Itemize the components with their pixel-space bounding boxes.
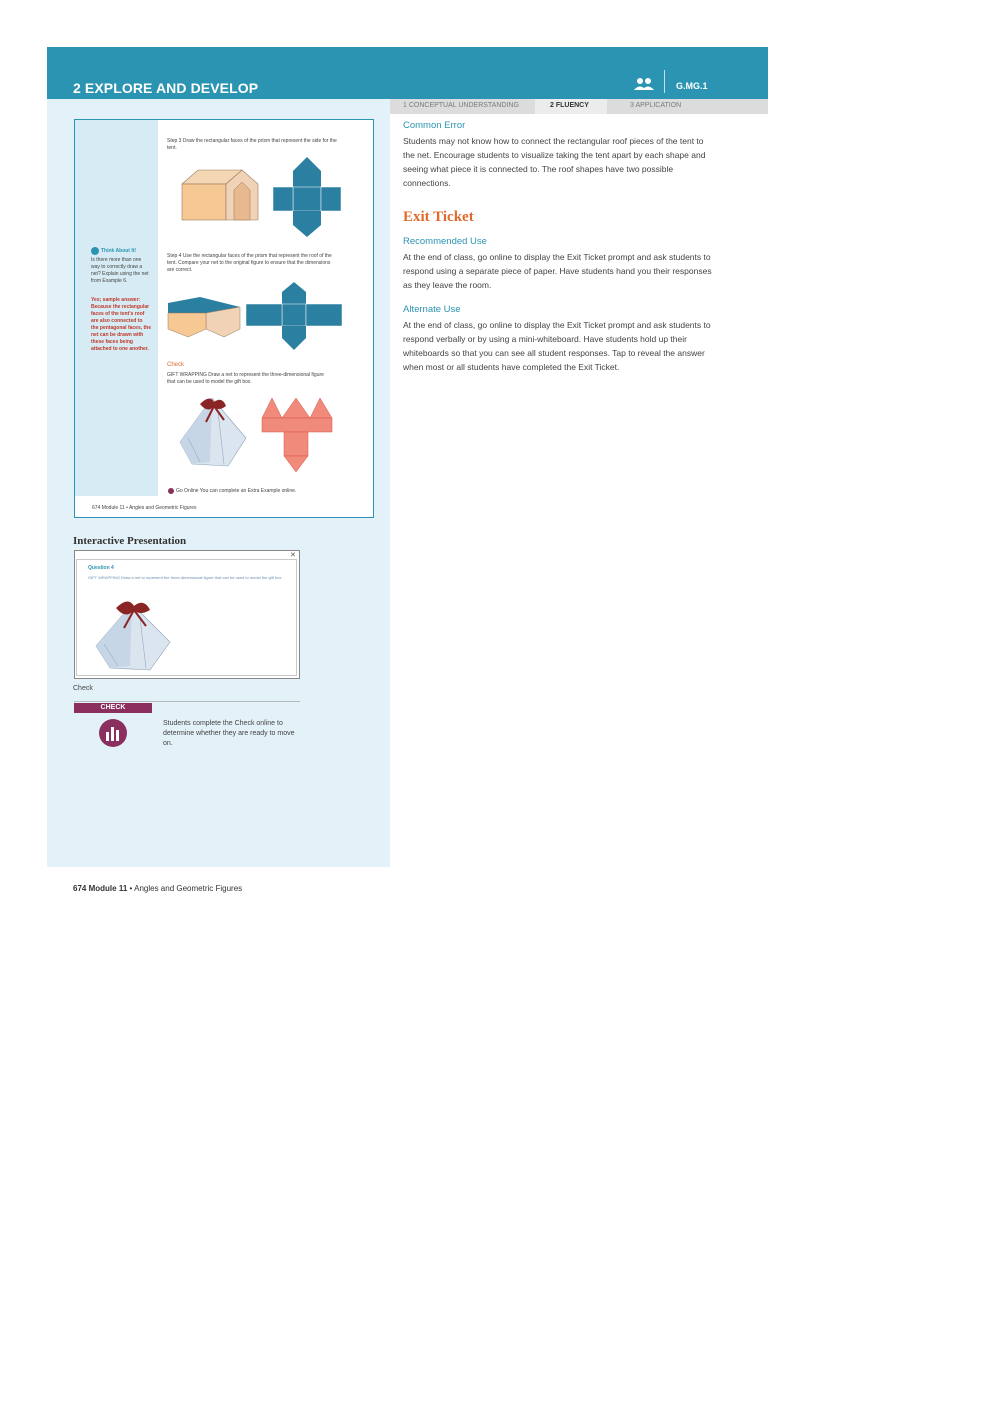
go-online-text: Go Online You can complete an Extra Example online. [176, 488, 297, 494]
question-label: Question 4 [88, 565, 114, 571]
common-error-heading: Common Error [403, 120, 466, 131]
go-online-icon [168, 488, 174, 494]
think-answer: Yes; sample answer: Because the rectangular faces of the tent's roof are also connected to the pentagonal faces, the net can be drawn with these faces being attached to one another. [91, 297, 152, 352]
footer-module: Module 11 [88, 884, 128, 893]
tent-prism-figure [178, 160, 260, 230]
think-title: Think About It! [101, 248, 137, 254]
question-prompt: GIFT WRAPPING Draw a net to represent the three-dimensional figure that can be used to model the gift box. [88, 575, 283, 580]
recommended-use-body: At the end of class, go online to display the Exit Ticket prompt and ask students to respond using a separate piece of paper. Have students hand you their responses as they leave the room. [403, 252, 712, 290]
step-3-net [272, 155, 342, 239]
check-description: Students complete the Check online to determine whether they are ready to move on. [163, 720, 295, 747]
slide-caption: Check [73, 685, 93, 692]
gift-box-net [258, 396, 338, 476]
exit-ticket-title: Exit Ticket [403, 209, 474, 225]
group-icon [634, 76, 654, 92]
gift-box-slide-image [88, 594, 178, 674]
tent-roof-figure [166, 293, 244, 341]
recommended-use-heading: Recommended Use [403, 236, 487, 247]
common-error-body: Students may not know how to connect the rectangular roof pieces of the tent to the net. Encourage students to visualize taking the tent apart by each shape and seeing what piece it is connected to. The roof shapes have two possible connections. [403, 136, 706, 188]
alternate-use-heading: Alternate Use [403, 304, 461, 315]
step-4-net [244, 280, 344, 352]
alternate-use-body: At the end of class, go online to display the Exit Ticket prompt and ask students to respond verbally or by using a mini-whiteboard. Have students hold up their whiteboards so that you can see all student responses. Tap to reveal the answer when most or all students have completed the Exit Ticket. [403, 320, 711, 372]
think-body: Is there more than one way to correctly draw a net? Explain using the net from Example 6. [91, 257, 149, 284]
think-icon [91, 247, 99, 255]
section-title: 2 EXPLORE AND DEVELOP [73, 80, 259, 96]
level-application: 3 APPLICATION [630, 102, 682, 109]
interactive-presentation-title: Interactive Presentation [73, 535, 187, 547]
footer-page-number: 674 [73, 884, 87, 893]
footer-topic: Angles and Geometric Figures [134, 884, 243, 893]
bar-chart-icon [99, 719, 127, 747]
page-footer [73, 884, 242, 893]
level-fluency: 2 FLUENCY [550, 102, 589, 109]
standard-code: G.MG.1 [676, 81, 708, 91]
header-divider [664, 70, 665, 93]
check-rule [74, 701, 300, 702]
check-label: Check [167, 362, 185, 368]
thumbnail-footer: 674 Module 11 • Angles and Geometric Figures [92, 505, 197, 511]
footer-separator: • [129, 884, 133, 893]
gift-box-figure [170, 392, 254, 474]
close-icon[interactable]: ✕ [290, 552, 296, 559]
step-4-text: Step 4 Use the rectangular faces of the prism that represent the roof of the tent. Compare your net to the original figure to ensure that the dimensions are correct. [167, 253, 332, 273]
check-badge: CHECK [74, 703, 152, 713]
step-3-text: Step 3 Draw the rectangular faces of the prism that represent the side for the tent. [167, 138, 337, 151]
gift-text: GIFT WRAPPING Draw a net to represent the three-dimensional figure that can be used to model the gift box. [167, 372, 324, 385]
level-conceptual: 1 CONCEPTUAL UNDERSTANDING [403, 102, 519, 109]
